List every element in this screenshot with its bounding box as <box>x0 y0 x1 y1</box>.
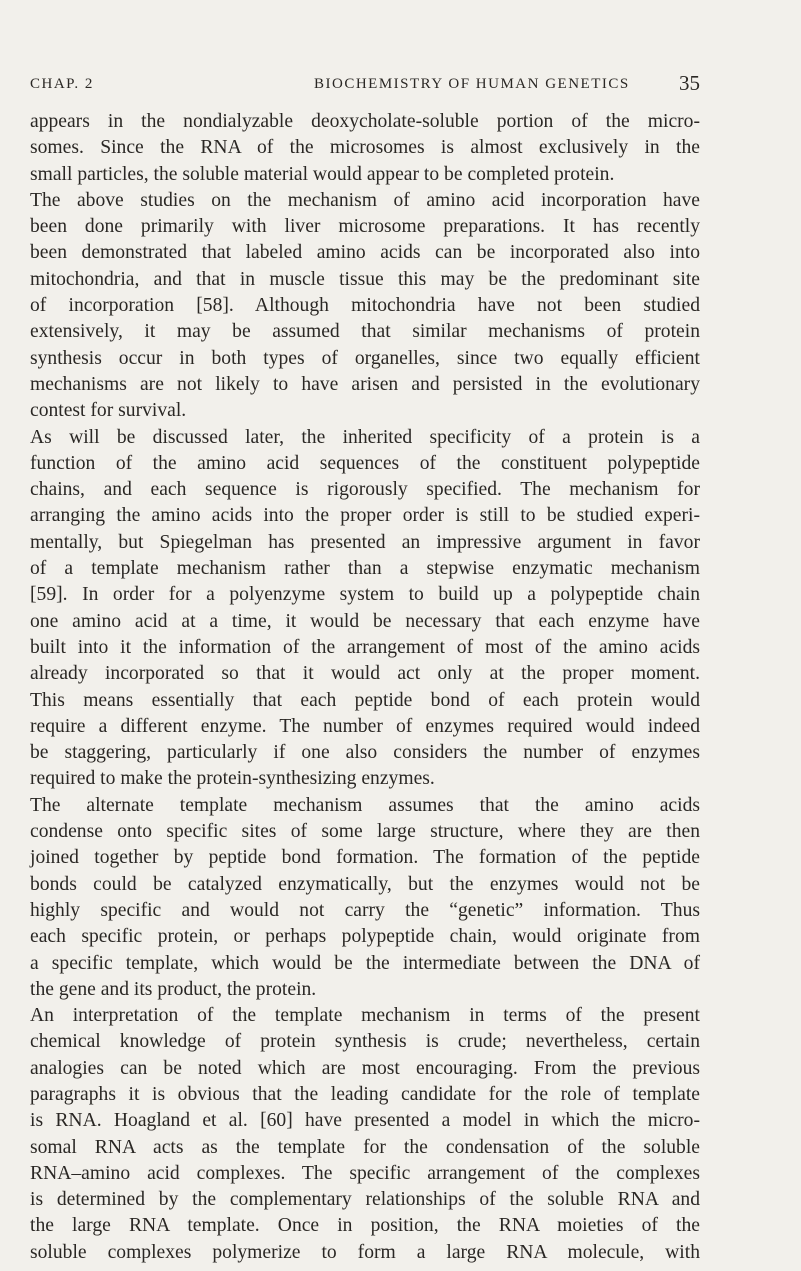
body-text <box>30 109 700 1266</box>
text-line: is RNA. Hoagland et al. [60] have presented a model in which the micro- <box>30 1110 700 1132</box>
text-line: soluble complexes polymerize to form a large RNA molecule, with <box>30 1241 700 1263</box>
text-line: require a different enzyme. The number of enzymes required would indeed <box>30 715 700 737</box>
text-line: appears in the nondialyzable deoxycholate-soluble portion of the micro- <box>30 111 700 132</box>
text-line: This means essentially that each peptide bond of each protein would <box>30 689 700 711</box>
text-line: a specific template, which would be the intermediate between the DNA of <box>30 952 700 974</box>
text-line: required to make the protein-synthesizing enzymes. <box>30 768 435 790</box>
text-line: An interpretation of the template mechanism in terms of the present <box>30 1005 700 1027</box>
text-line: mitochondria, and that in muscle tissue this may be the predominant site <box>30 268 700 290</box>
text-line: the large RNA template. Once in position, the RNA moieties of the <box>30 1215 700 1237</box>
text-line: already incorporated so that it would act only at the proper moment. <box>30 663 700 685</box>
text-line: chemical knowledge of protein synthesis is crude; nevertheless, certain <box>30 1031 700 1053</box>
paragraph <box>30 425 700 793</box>
text-line: highly specific and would not carry the “genetic” information. Thus <box>30 899 700 921</box>
text-line: joined together by peptide bond formation. The formation of the peptide <box>30 847 700 869</box>
text-line: each specific protein, or perhaps polypeptide chain, would originate from <box>30 926 700 948</box>
text-line: The alternate template mechanism assumes that the amino acids <box>30 794 700 816</box>
text-line: of incorporation [58]. Although mitochondria have not been studied <box>30 295 700 317</box>
paragraph <box>30 109 700 188</box>
text-line: be staggering, particularly if one also considers the number of enzymes <box>30 742 700 764</box>
text-line: bonds could be catalyzed enzymatically, but the enzymes would not be <box>30 873 700 895</box>
text-line: one amino acid at a time, it would be necessary that each enzyme have <box>30 610 700 632</box>
page-number: 35 <box>679 71 700 95</box>
text-line: paragraphs it is obvious that the leading candidate for the role of template <box>30 1083 700 1105</box>
text-line: arranging the amino acids into the proper order is still to be studied experi- <box>30 505 700 527</box>
text-line: function of the amino acid sequences of the constituent polypeptide <box>30 452 700 474</box>
running-head <box>30 70 700 100</box>
text-line: The above studies on the mechanism of amino acid incorporation have <box>30 189 700 211</box>
text-line: somal RNA acts as the template for the condensation of the soluble <box>30 1136 700 1158</box>
paragraph <box>30 793 700 1003</box>
paragraph <box>30 1003 700 1266</box>
text-line: As will be discussed later, the inherited specificity of a protein is a <box>30 426 700 448</box>
text-line: contest for survival. <box>30 400 187 422</box>
text-line: built into it the information of the arrangement of most of the amino acids <box>30 636 700 658</box>
text-line: is determined by the complementary relationships of the soluble RNA and <box>30 1189 700 1211</box>
text-line: synthesis occur in both types of organelles, since two equally efficient <box>30 347 700 369</box>
text-line: RNA–amino acid complexes. The specific arrangement of the complexes <box>30 1162 700 1184</box>
text-line: condense onto specific sites of some large structure, where they are then <box>30 821 700 843</box>
text-line: mentally, but Spiegelman has presented an impressive argument in favor <box>30 531 700 553</box>
text-line: somes. Since the RNA of the microsomes is almost exclusively in the <box>30 137 700 159</box>
text-line: been done primarily with liver microsome preparations. It has recently <box>30 216 700 238</box>
text-line: extensively, it may be assumed that similar mechanisms of protein <box>30 321 700 343</box>
text-line: analogies can be noted which are most encouraging. From the previous <box>30 1057 700 1079</box>
paragraph <box>30 188 700 425</box>
text-line: the gene and its product, the protein. <box>30 978 317 1000</box>
text-line: been demonstrated that labeled amino acids can be incorporated also into <box>30 242 700 264</box>
text-line: mechanisms are not likely to have arisen and persisted in the evolutionary <box>30 373 700 395</box>
text-line: chains, and each sequence is rigorously specified. The mechanism for <box>30 479 700 501</box>
text-line: of a template mechanism rather than a stepwise enzymatic mechanism <box>30 558 700 580</box>
text-line: small particles, the soluble material would appear to be completed protein. <box>30 163 615 185</box>
text-line: [59]. In order for a polyenzyme system to build up a polypeptide chain <box>30 584 700 606</box>
running-title: BIOCHEMISTRY OF HUMAN GENETICS <box>314 76 630 92</box>
chapter-label: CHAP. 2 <box>30 76 94 92</box>
